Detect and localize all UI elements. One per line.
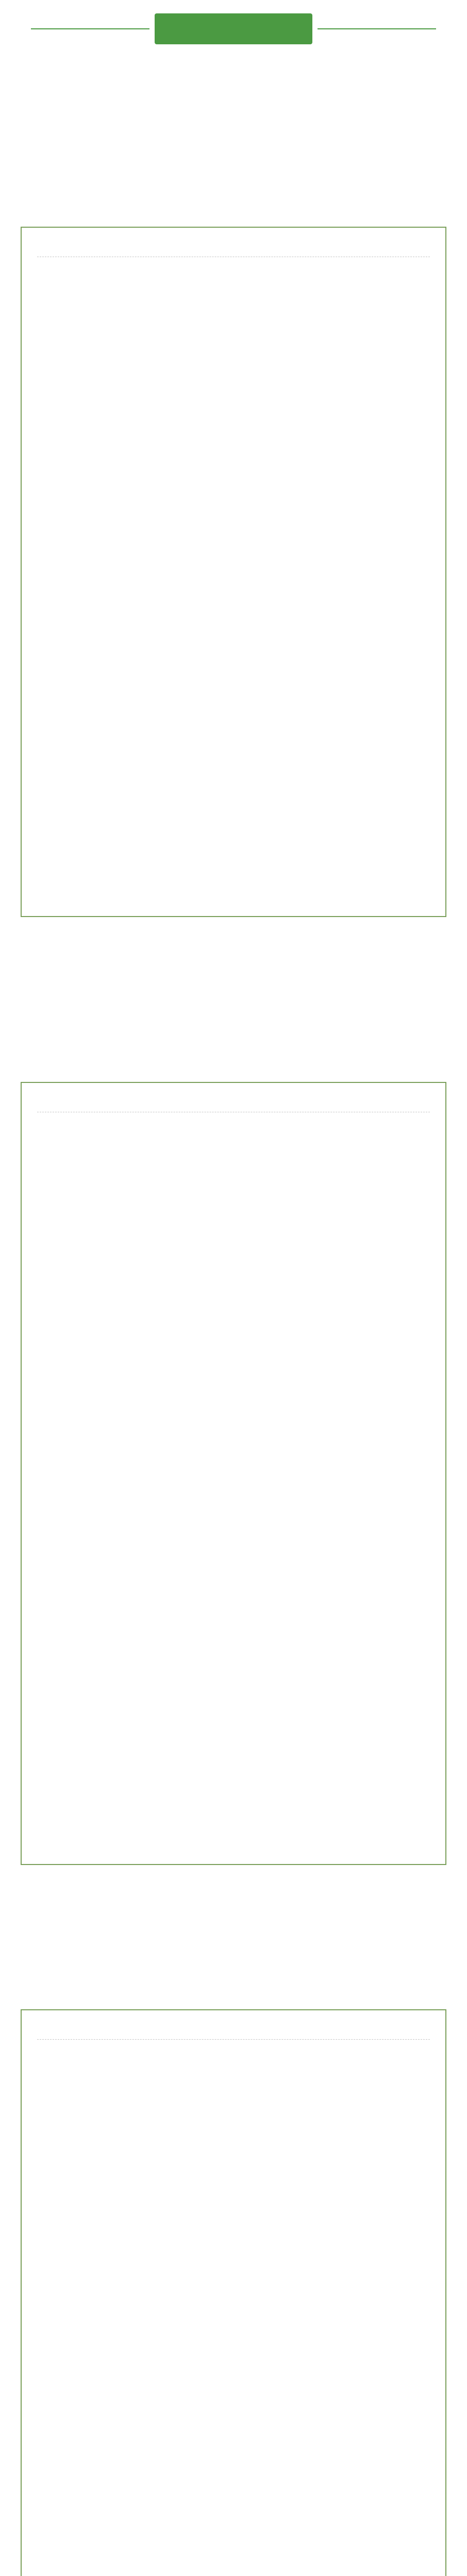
card-title	[37, 228, 430, 257]
chapter-banner	[0, 0, 467, 62]
key-directions-card	[21, 1082, 446, 1865]
chapter-title	[155, 13, 312, 44]
banner-rule-right	[318, 28, 436, 29]
banner-rule-left	[31, 28, 149, 29]
card-items	[22, 2040, 445, 2058]
card-items	[22, 257, 445, 276]
card-items	[22, 1112, 445, 1131]
card-title	[37, 1083, 430, 1112]
card-title	[37, 2010, 430, 2040]
key-directions-card	[21, 2009, 446, 2576]
key-directions-card	[21, 227, 446, 917]
